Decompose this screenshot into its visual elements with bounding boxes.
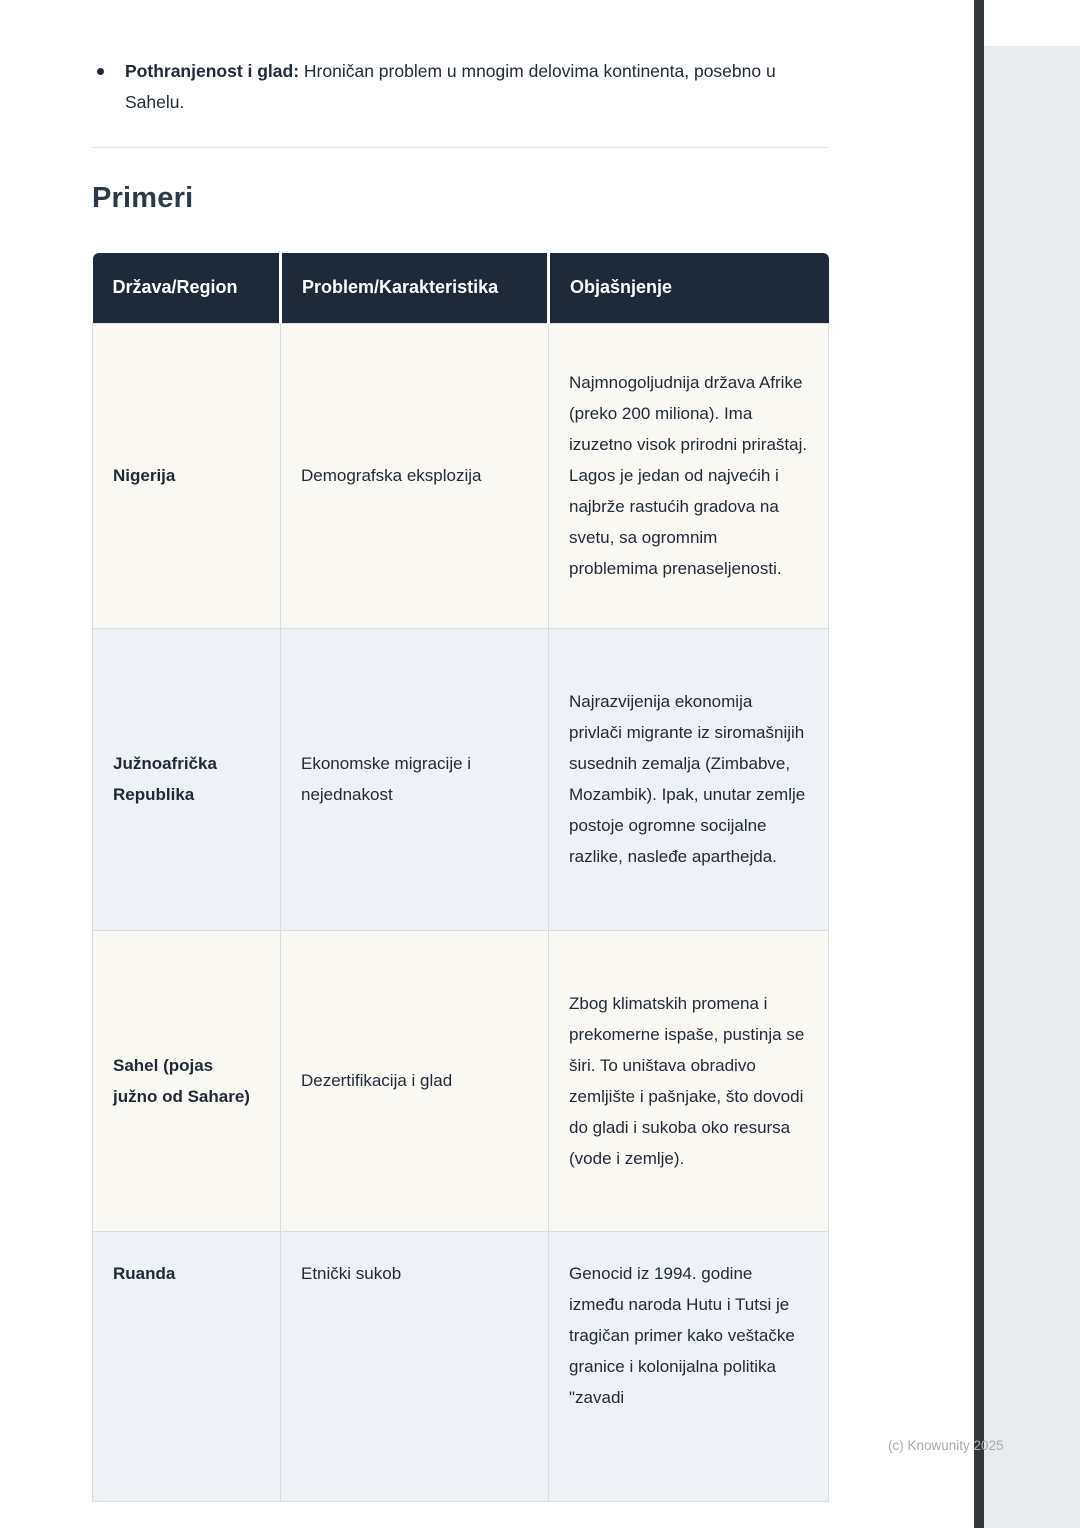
cell-explanation: Genocid iz 1994. godine između naroda Hutu i Tutsi je tragičan primer kako veštačke granice i kolonijalna politika "zavadi	[549, 1231, 829, 1501]
bullet-icon	[97, 68, 104, 75]
section-divider	[92, 147, 828, 148]
document-content	[92, 0, 828, 1502]
cell-problem: Etnički sukob	[281, 1231, 549, 1501]
table-row-sahel	[93, 930, 829, 1231]
col-header-explanation: Objašnjenje	[549, 253, 829, 323]
cell-explanation: Najrazvijenija ekonomija privlači migrante iz siromašnijih susednih zemalja (Zimbabve, Mozambik). Ipak, unutar zemlje postoje ogromne socijalne razlike, nasleđe aparthejda.	[549, 628, 829, 930]
page-edge-bar	[974, 0, 984, 1528]
bullet-text: Hroničan problem u mnogim delovima kontinenta, posebno u Sahelu.	[125, 61, 776, 112]
examples-table	[92, 253, 829, 1502]
cell-problem: Dezertifikacija i glad	[281, 930, 549, 1231]
cell-problem: Demografska eksplozija	[281, 323, 549, 628]
table-row-ruanda	[93, 1231, 829, 1501]
section-heading: Primeri	[92, 182, 194, 214]
col-header-region: Država/Region	[93, 253, 281, 323]
cell-explanation: Najmnogoljudnija država Afrike (preko 200 miliona). Ima izuzetno visok prirodni priraštaj. Lagos je jedan od najvećih i najbrže rastućih gradova na svetu, sa ogromnim problemima prenaseljenosti.	[549, 323, 829, 628]
cell-region: Nigerija	[93, 323, 281, 628]
bullet-item	[92, 56, 828, 118]
cell-explanation: Zbog klimatskih promena i prekomerne ispaše, pustinja se širi. To uništava obradivo zemljište i pašnjake, što dovodi do gladi i sukoba oko resursa (vode i zemlje).	[549, 930, 829, 1231]
cell-region: Ruanda	[93, 1231, 281, 1501]
table-header-row	[93, 253, 829, 323]
table-row-juznoafricka	[93, 628, 829, 930]
bullet-list	[92, 0, 828, 118]
viewer-gutter	[984, 46, 1080, 1528]
bullet-term: Pothranjenost i glad:	[125, 61, 300, 81]
cell-problem: Ekonomske migracije i nejednakost	[281, 628, 549, 930]
cell-region: Sahel (pojas južno od Sahare)	[93, 930, 281, 1231]
col-header-problem: Problem/Karakteristika	[281, 253, 549, 323]
watermark: (c) Knowunity 2025	[888, 1438, 1004, 1453]
table-row-nigerija	[93, 323, 829, 628]
cell-region: Južnoafrička Republika	[93, 628, 281, 930]
